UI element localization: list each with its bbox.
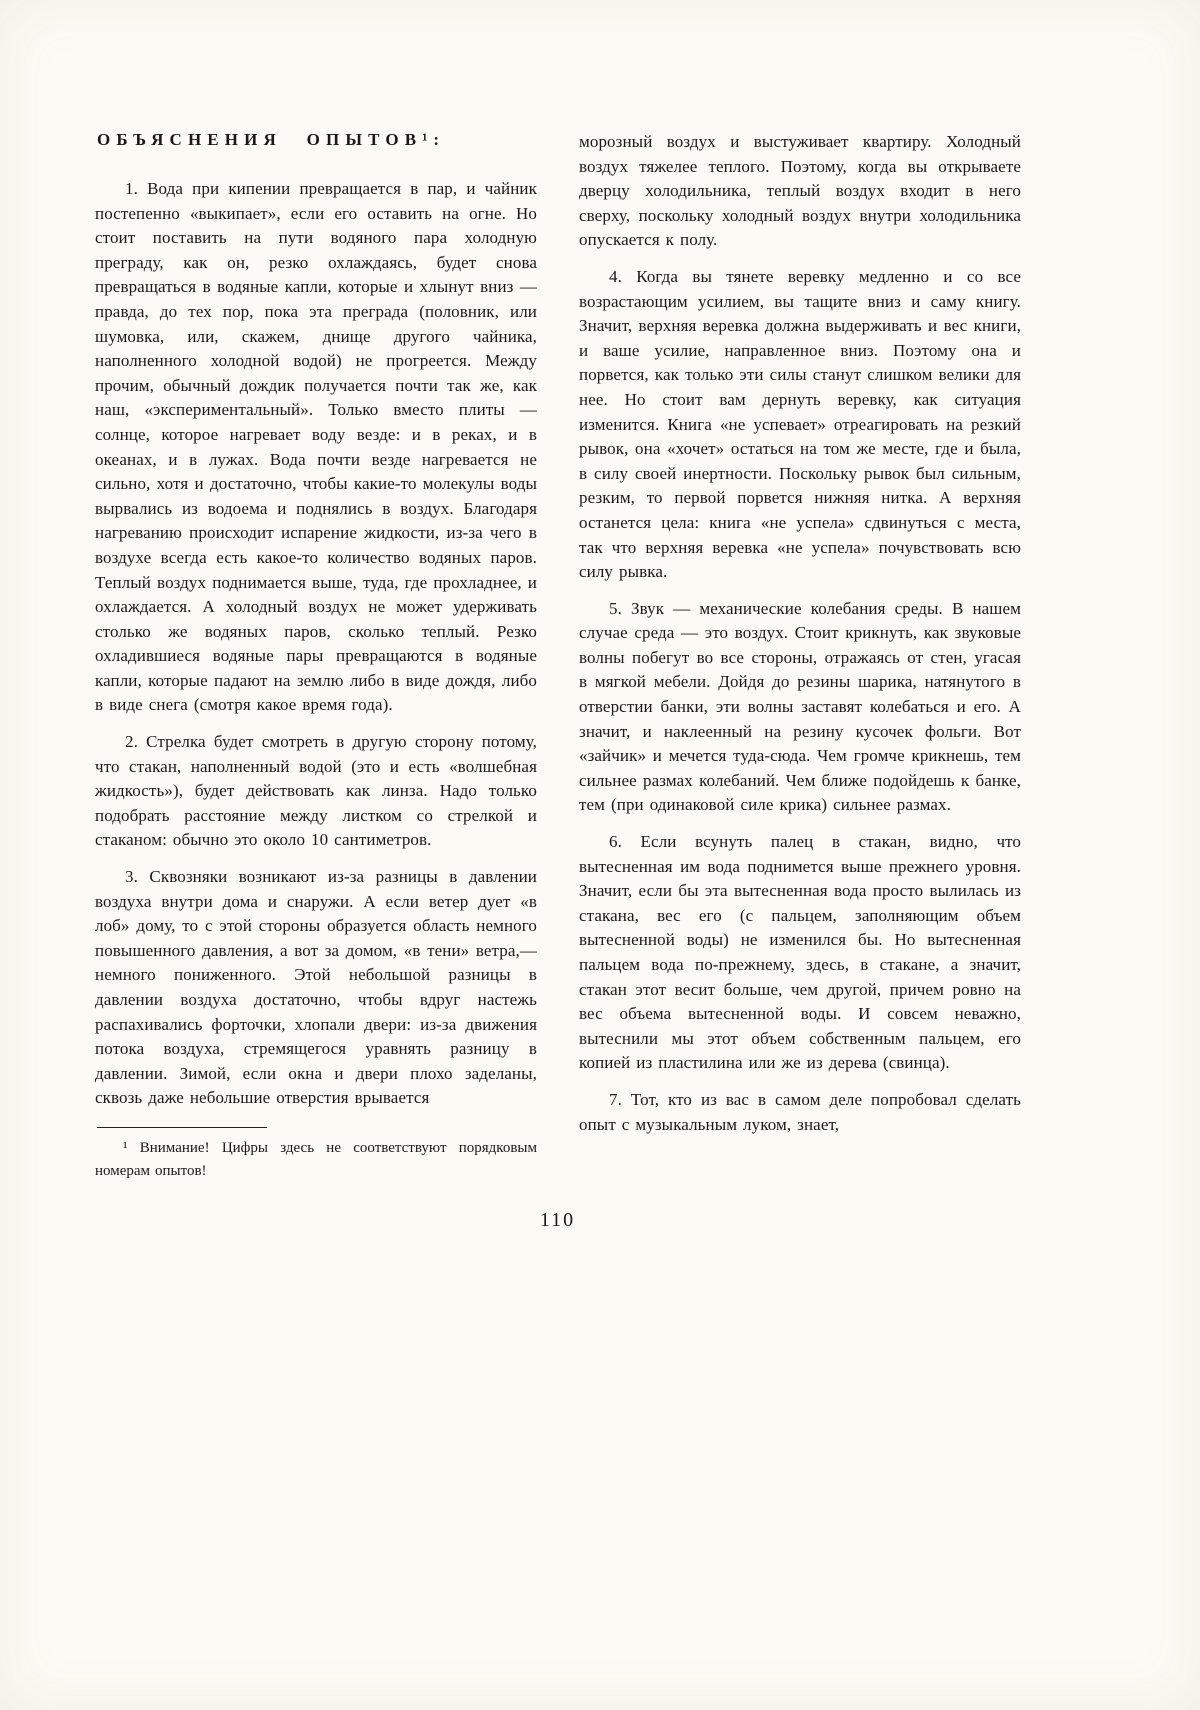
explanation-paragraph-3-continuation: морозный воздух и выстуживает квартиру. Холодный воздух тяжелее теплого. Поэтому, когда вы открываете дверцу холодильника, теплый воздух входит в него сверху, поскольку холодный воздух внутри холодильника опускается к полу. [579, 132, 1021, 250]
explanation-paragraph-2: 2. Стрелка будет смотреть в другую сторону потому, что стакан, наполненный водой (это и есть «волшебная жидкость»), будет действовать как линза. Надо только подобрать расстояние между листком со стрелкой и стаканом: обычно это около 10 сантиметров. [95, 732, 537, 850]
explanation-paragraph-4: 4. Когда вы тянете веревку медленно и со все возрастающим усилием, вы тащите вниз и саму книгу. Значит, верхняя веревка должна выдерживать и вес книги, и ваше усилие, направленное вниз. Поэтому она и порвется, как только эти силы станут слишком велики для нее. Но стоит вам дернуть веревку, как ситуация изменится. Книга «не успевает» отреагировать на резкий рывок, она «хочет» остаться на том же месте, где и была, в силу своей инертности. Поскольку рывок был сильным, резким, то первой порвется нижняя нитка. А верхняя останется цела: книга «не успела» сдвинуться с места, так что верхняя веревка «не успела» почувствовать всю силу рывка. [579, 266, 1021, 582]
explanation-paragraph-1: 1. Вода при кипении превращается в пар, и чайник постепенно «выкипает», если его оставить на огне. Но стоит поставить на пути водяного пара холодную преграду, как он, резко охлаждаясь, будет снова превращаться в водяные капли, которые и хлынут вниз — правда, до тех пор, пока эта преграда (половник, или шумовка, или, скажем, днище другого чайника, наполненного холодной водой) не прогреется. Между прочим, обычный дождик получается почти так же, как наш, «экспериментальный». Только вместо плиты — солнце, которое нагревает воду везде: и в реках, и в океанах, и в лужах. Вода почти везде нагревается не сильно, хотя и достаточно, чтобы какие-то молекулы воды вырвались из водоема и поднялись в воздух. Благодаря нагреванию происходит испарение жидкости, из-за чего в воздухе всегда есть какое-то количество водяных паров. Теплый воздух поднимается выше, туда, где прохладнее, и охлаждается. А холодный воздух не может удерживать столько же водяных паров, сколько теплый. Резко охладившиеся водяные пары превращаются в водяные капли, которые падают на землю либо в виде дождя, либо в виде снега (смотря какое время года). [95, 179, 537, 715]
explanation-paragraph-5: 5. Звук — механические колебания среды. В нашем случае среда — это воздух. Стоит крикнуть, как звуковые волны побегут во все стороны, отражаясь от стен, угасая в мягкой мебели. Дойдя до резины шарика, натянутого в отверстии банки, эти волны заставят колебаться и его. А значит, и наклеенный на резину кусочек фольги. Вот «зайчик» и мечется туда-сюда. Чем громче крикнешь, тем сильнее размах колебаний. Чем ближе подойдешь к банке, тем (при одинаковой силе крика) сильнее размах. [579, 598, 1021, 815]
explanation-paragraph-7: 7. Тот, кто из вас в самом деле попробовал сделать опыт с музыкальным луком, знает, [579, 1089, 1021, 1134]
footnote-block [95, 1127, 537, 1183]
footnote-divider [97, 1127, 267, 1128]
explanation-paragraph-6: 6. Если всунуть палец в стакан, видно, что вытесненная им вода поднимется выше прежнего уровня. Значит, если бы эта вытесненная вода просто вылилась из стакана, вес его (с пальцем, заполняющим объем вытесненной воды) не изменился бы. Но вытесненная пальцем вода по-прежнему, здесь, в стакане, а значит, стакан этот весит больше, чем другой, причем ровно на вес объема вытесненной воды. И совсем неважно, вытеснили мы этот объем собственным пальцем, его копией из пластилина или же из дерева (свинца). [579, 832, 1021, 1073]
right-column [579, 130, 1021, 1137]
page-number: 110 [539, 1208, 576, 1231]
section-heading: ОБЪЯСНЕНИЯ ОПЫТОВ¹: [97, 130, 446, 149]
two-column-text-block [95, 130, 1110, 1183]
left-column [95, 130, 537, 1183]
explanation-paragraph-3: 3. Сквозняки возникают из-за разницы в давлении воздуха внутри дома и снаружи. А если ветер дует «в лоб» дому, то с этой стороны образуется область немного повышенного давления, а вот за домом, «в тени» ветра,— немного пониженного. Этой небольшой разницы в давлении воздуха достаточно, чтобы вдруг настежь распахивались форточки, хлопали двери: из-за движения потока воздуха, стремящегося уравнять разницу в давлении. Зимой, если окна и двери плохо заделаны, сквозь даже небольшие отверстия врывается [95, 867, 537, 1108]
footnote-text: ¹ Внимание! Цифры здесь не соответствуют порядковым номерам опытов! [95, 1139, 537, 1179]
